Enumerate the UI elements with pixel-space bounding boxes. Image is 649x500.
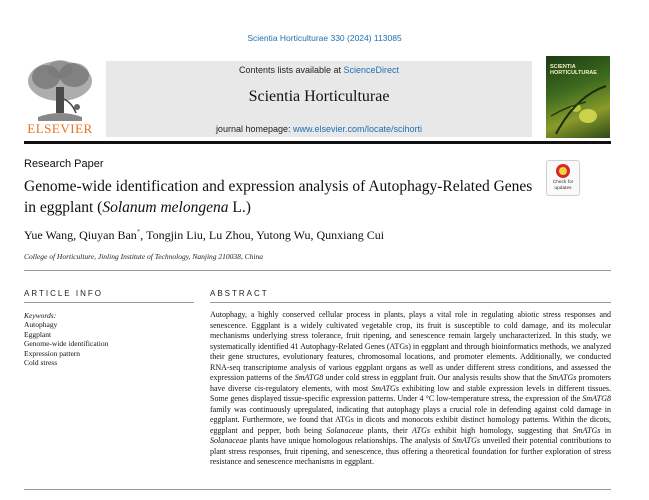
abstract-italic-term: SmATG8 <box>294 373 324 382</box>
keyword-item: Genome-wide identification <box>24 339 109 349</box>
abstract-italic-term: Solanaceae <box>210 436 247 445</box>
journal-homepage-link[interactable]: www.elsevier.com/locate/scihorti <box>293 124 423 134</box>
abstract-text: promoters have diverse cis-regulatory elements, with most <box>210 373 611 393</box>
abstract-italic-term: SmATGs <box>452 436 480 445</box>
author-separator: , <box>310 228 317 242</box>
abstract-text: in <box>600 425 611 435</box>
author-separator: , <box>202 228 209 242</box>
journal-cover-image[interactable] <box>546 56 610 138</box>
keywords-list <box>24 320 108 368</box>
abstract-text: unveiled their potential contributions to plant stress responses, fruit ripening, and senescence, thus offering a theoretical foundation for further exploration of stress resistance and senescence mechanisms in eggplant. <box>210 436 612 466</box>
journal-banner <box>106 61 532 137</box>
abstract-rule <box>210 302 611 303</box>
cover-illustration <box>546 56 610 138</box>
article-info-heading: ARTICLE INFO <box>24 289 103 298</box>
check-for-updates-button[interactable] <box>546 160 580 196</box>
author-name[interactable]: Yue Wang <box>24 228 74 242</box>
abstract-italic-term: SmATGs <box>572 425 601 435</box>
author-separator: , <box>73 228 80 242</box>
abstract-text: family was continuously upregulated, indicating that autophagy plays a crucial role in defending against cold damage in eggplant. Furthermore, we found that ATGs in dicots and monocots exhibit distinct homology patterns. Within the dicots, eggplant and pepper, both being <box>210 404 611 435</box>
affiliation: College of Horticulture, Jinling Institute of Technology, Nanjing 210038, China <box>24 252 264 261</box>
cover-title: SCIENTIA HORTICULTURAE <box>550 64 597 76</box>
crossmark-icon <box>556 164 570 178</box>
author-separator: , <box>250 228 257 242</box>
title-species: Solanum melongena <box>102 199 229 216</box>
keyword-item: Autophagy <box>24 320 58 329</box>
author-name[interactable]: Lu Zhou <box>208 228 251 242</box>
contents-available-line <box>106 65 532 75</box>
author-list <box>24 228 384 243</box>
abstract-text: exhibit high homology, suggesting that <box>429 425 573 435</box>
article-info-rule <box>24 302 194 303</box>
author-name[interactable]: Tongjin Liu <box>146 228 203 242</box>
journal-name: Scientia Horticulturae <box>248 88 390 105</box>
title-tail: L.) <box>228 199 251 216</box>
abstract-text: under cold stress in eggplant fruit. Our analysis results show that the <box>323 373 549 382</box>
tree-of-knowledge-icon <box>24 57 96 123</box>
article-title <box>24 176 534 218</box>
abstract-text: exhibiting low and stable expression levels in different tissues. Some genes displayed tissue-specific expression patterns. Under 4 °C low-temperature stress, the expression of the <box>210 383 612 403</box>
abstract-text: plants have unique homologous relationships. The analysis of <box>246 436 453 445</box>
homepage-line <box>106 124 532 134</box>
title-main: Genome-wide identification and expression analysis of Autophagy-Related Genes in eggplant ( <box>24 178 533 216</box>
author-name[interactable]: Qunxiang Cui <box>316 228 385 242</box>
corresponding-author-mark[interactable]: * <box>136 228 141 236</box>
keyword-item: Eggplant <box>24 329 52 339</box>
abstract-end-rule <box>24 489 611 490</box>
author-separator: , <box>140 228 147 242</box>
abstract-text: Autophagy, a highly conserved cellular process in plants, plays a vital role in regulating abiotic stress responses and senescence. Eggplant is a widely cultivated vegetable crop, its fruit is susceptible to cold damage, and its molecular mechanisms underlying stress tolerance, fruit ripening, and senescence remain largely uncharacterized. In this study, we systematically identified 41 Autophagy-Related Genes (ATGs) in eggplant and through bioinformatics methods, we analyzed their gene structures, evolutionary features, chromosomal locations, and promoter elements. Additionally, we conducted RNA-seq transcriptome analysis of various eggplant organs as well as under different stress conditions, and assessed the expression patterns of the <box>210 310 611 382</box>
abstract-text: plants, their <box>363 425 413 435</box>
abstract-body <box>210 310 611 468</box>
author-name[interactable]: Qiuyan Ban <box>79 228 137 242</box>
header-rule <box>24 141 611 144</box>
journal-citation[interactable]: Scientia Horticulturae 330 (2024) 113085 <box>247 33 402 43</box>
abstract-italic-term: SmATGs <box>548 373 577 382</box>
keyword-item: Expression pattern <box>24 348 81 358</box>
affiliation-rule <box>24 270 611 271</box>
abstract-italic-term: SmATG8 <box>582 394 611 403</box>
author-name[interactable]: Yutong Wu <box>256 228 311 242</box>
abstract-heading: ABSTRACT <box>210 289 269 298</box>
keyword-item: Cold stress <box>24 358 58 368</box>
abstract-italic-term: SmATGs <box>371 383 399 393</box>
crossmark-label: Check for updates <box>552 180 574 191</box>
abstract-italic-term: ATGs <box>412 425 430 435</box>
contents-prefix: Contents lists available at <box>238 65 344 75</box>
keywords-label: Keywords: <box>24 311 57 320</box>
elsevier-logo[interactable] <box>24 57 96 137</box>
homepage-prefix: journal homepage: <box>215 124 293 134</box>
elsevier-wordmark: ELSEVIER <box>27 121 93 136</box>
article-type: Research Paper <box>24 158 104 170</box>
sciencedirect-link[interactable]: ScienceDirect <box>343 65 400 75</box>
abstract-italic-term: Solanaceae <box>326 425 364 435</box>
